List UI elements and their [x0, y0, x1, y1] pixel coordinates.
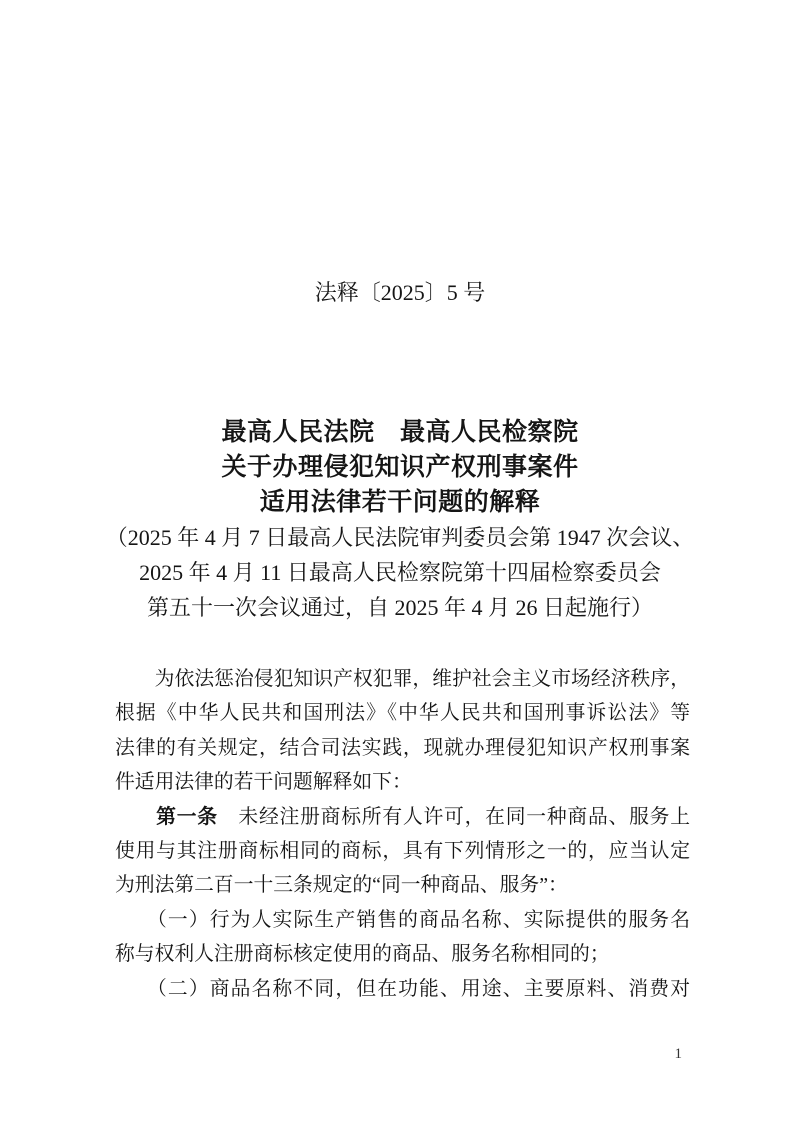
adoption-note-line: 2025 年 4 月 11 日最高人民检察院第十四届检察委员会 [139, 560, 661, 585]
body-line: 为依法惩治侵犯知识产权犯罪，维护社会主义市场经济秩序， [115, 668, 690, 690]
document-title-line: 适用法律若干问题的解释 [259, 489, 541, 516]
document-body [115, 662, 690, 1006]
body-line-text: 未经注册商标所有人许可，在同一种商品、服务上 [217, 805, 690, 828]
document-title [0, 415, 800, 520]
adoption-note-line: 第五十一次会议通过，自 2025 年 4 月 26 日起施行） [146, 595, 653, 620]
page-number: 1 [674, 1046, 682, 1062]
body-line [115, 800, 690, 834]
document-title-line: 最高人民法院 最高人民检察院 [221, 419, 579, 446]
body-line: （二）商品名称不同，但在功能、用途、主要原料、消费对 [115, 977, 690, 1000]
body-line: 件适用法律的若干问题解释如下： [115, 771, 412, 794]
body-line: 称与权利人注册商标核定使用的商品、服务名称相同的； [115, 943, 610, 966]
adoption-note [0, 520, 800, 625]
body-line: （一）行为人实际生产销售的商品名称、实际提供的服务名 [115, 908, 690, 931]
article-number: 第一条 [115, 805, 218, 828]
body-line: 根据《中华人民共和国刑法》《中华人民共和国刑事诉讼法》等 [115, 702, 690, 725]
document-title-line: 关于办理侵犯知识产权刑事案件 [221, 454, 579, 481]
doc-number: 法释〔2025〕5 号 [314, 280, 486, 305]
body-line: 使用与其注册商标相同的商标，具有下列情形之一的，应当认定 [115, 840, 690, 863]
adoption-note-line: （2025 年 4 月 7 日最高人民法院审判委员会第 1947 次会议、 [105, 525, 695, 550]
body-line: 为刑法第二百一十三条规定的“同一种商品、服务”： [115, 874, 568, 897]
body-line: 法律的有关规定，结合司法实践，现就办理侵犯知识产权刑事案 [115, 736, 690, 759]
